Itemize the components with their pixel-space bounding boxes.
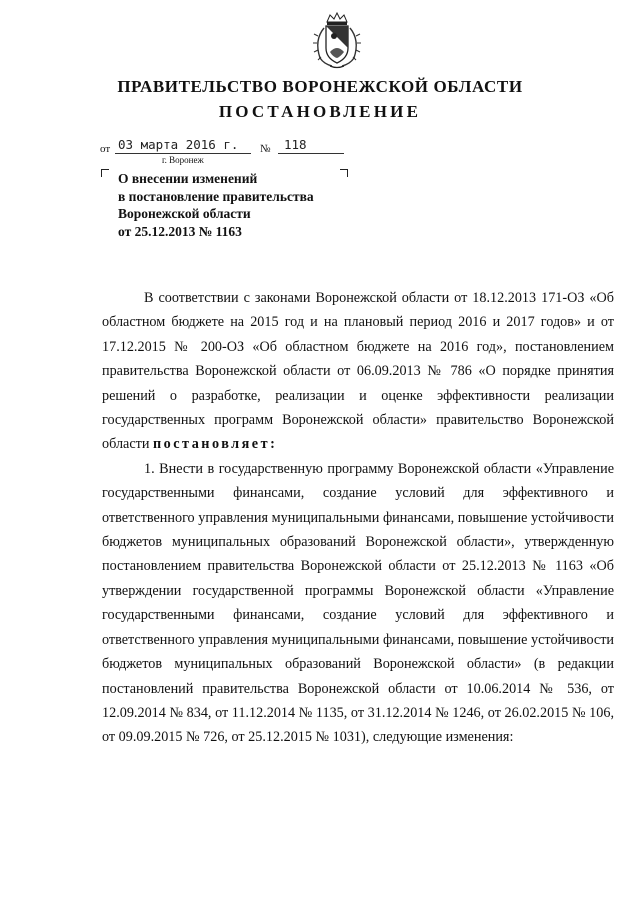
number-underline xyxy=(278,153,344,154)
subject-line: от 25.12.2013 № 1163 xyxy=(118,223,242,239)
preamble-text: В соответствии с законами Воронежской области от 18.12.2013 171-ОЗ «Об областном бюджете на 2015 год и на плановый период 2016 и 2017 годов» и от 17.12.2015 № 200-ОЗ «Об областном бюджете на 2016 год», постановлением правительства Воронежской области от 06.09.2013 № 786 «О порядке принятия решений о разработке, реализации и оценке эффективности реализации государственных программ Воронежской области» правительство Воронежской области xyxy=(102,290,614,453)
subject-line: Воронежской области xyxy=(118,206,251,221)
body-paragraph-item-1: 1. Внести в государственную программу Воронежской области «Управление государственными финансами, создание условий для эффективного и ответственного управления муниципальными финансами, повышение устойчивости бюджетов муниципальных образований Воронежской области», утвержденную постановлением правительства Воронежской области от 25.12.2013 № 1163 «Об утверждении государственной программы Воронежской области «Управление государственными финансами, создание условий для эффективного и ответственного управления муниципальными финансами, повышение устойчивости бюджетов муниципальных образований Воронежской области» (в редакции постановлений правительства Воронежской области от 10.06.2014 № 536, от 12.09.2014 № 834, от 11.12.2014 № 1135, от 31.12.2014 № 1246, от 26.02.2015 № 106, от 09.09.2015 № 726, от 25.12.2015 № 1031), следующие изменения: xyxy=(102,460,614,746)
body-paragraph-preamble xyxy=(102,286,614,457)
corner-mark-left xyxy=(101,169,109,177)
subject-line: в постановление правительства xyxy=(118,188,314,204)
subject-line: О внесении изменений xyxy=(118,171,258,186)
city-label: г. Воронеж xyxy=(162,155,204,165)
date-underline xyxy=(115,153,251,154)
document-date: 03 марта 2016 г. xyxy=(118,137,239,152)
voronezh-coat-of-arms-icon xyxy=(310,10,364,70)
resolves-keyword: постановляет: xyxy=(152,436,278,453)
number-label: № xyxy=(260,143,271,155)
document-subject xyxy=(118,170,314,240)
document-body xyxy=(102,286,614,750)
from-label: от xyxy=(100,143,111,155)
document-number: 118 xyxy=(284,137,307,152)
government-title: ПРАВИТЕЛЬСТВО ВОРОНЕЖСКОЙ ОБЛАСТИ xyxy=(117,77,523,96)
corner-mark-right xyxy=(340,169,348,177)
document-type: ПОСТАНОВЛЕНИЕ xyxy=(218,102,422,121)
